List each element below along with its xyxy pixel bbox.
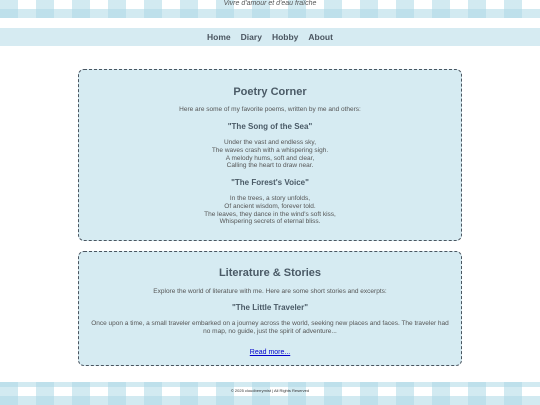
nav-home-link[interactable]: Home [207, 32, 231, 42]
story-excerpt: Once upon a time, a small traveler embarked on a journey across the world, seeking new places and faces. The traveler had no map, no guide, just the spirit of adventure... [91, 320, 449, 335]
nav-hobby-link[interactable]: Hobby [271, 32, 299, 42]
nav-about-link[interactable]: About [308, 32, 333, 42]
poem-2 [79, 178, 461, 187]
poem-line: Under the vast and endless sky, [223, 139, 316, 146]
poem-title: "The Forest's Voice" [231, 178, 309, 187]
poem-line: Whispering secrets of eternal bliss. [219, 218, 321, 226]
poem-title: "The Song of the Sea" [227, 122, 313, 131]
read-more-link[interactable]: Read more... [249, 349, 291, 356]
copyright-text: © 2025 cloudberrymist | All Rights Reserved [230, 388, 310, 393]
poetry-intro: Here are some of my favorite poems, written by me and others: [179, 106, 361, 113]
story-title: "The Little Traveler" [231, 303, 309, 312]
main-nav [0, 28, 540, 46]
poem-1 [79, 122, 461, 131]
poem-line: The waves crash with a whispering sigh. [211, 146, 329, 154]
literature-card [78, 251, 462, 366]
poem-line: Of ancient wisdom, forever told. [224, 202, 316, 210]
poetry-title: Poetry Corner [233, 86, 307, 98]
poem-line: Calling the heart to draw near. [226, 162, 314, 170]
poem-line: A melody hums, soft and clear, [225, 154, 315, 162]
footer-pattern [0, 382, 540, 405]
poetry-card [78, 69, 462, 241]
nav-diary-link[interactable]: Diary [240, 32, 262, 42]
poem-line: In the trees, a story unfolds, [229, 195, 311, 202]
site-tagline: Vivre d'amour et d'eau fraîche [223, 0, 317, 7]
poem-line: The leaves, they dance in the wind's soft kiss, [204, 210, 336, 218]
literature-title: Literature & Stories [218, 267, 322, 279]
literature-intro: Explore the world of literature with me. Here are some short stories and excerpts: [153, 288, 387, 295]
